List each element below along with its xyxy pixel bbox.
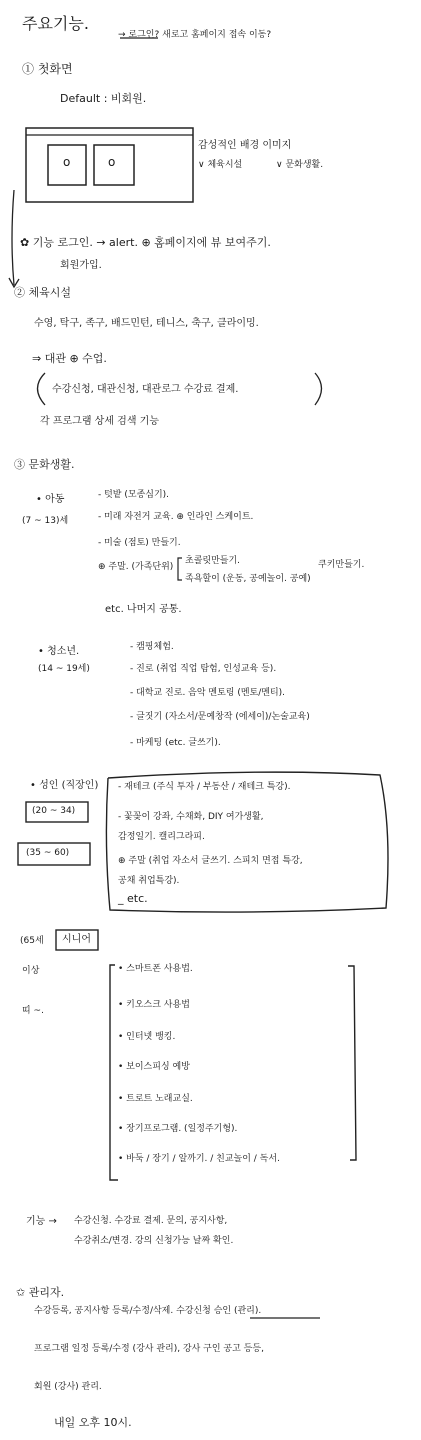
bg-option-sports: ∨ 체육시설 [198,160,243,170]
window-icon-left: o [63,155,71,169]
adult-age-range: (20 ~ 34) [32,806,76,816]
kids-item: ⊕ 주말. (가족단위) [98,562,174,572]
features-line1: 수강신청. 수강료 결제. 문의, 공지사항, [74,1216,228,1226]
weekend-bracket [178,558,182,580]
features-label: 기능 → [26,1216,57,1227]
adult-item: 공채 취업특강). [118,876,180,886]
adult-age-range: (35 ~ 60) [26,848,70,858]
features-line2: 수강취소/변경. 강의 신청가능 날짜 확인. [74,1236,234,1246]
adult-item: ⊕ 주말 (취업 자소서 글쓰기. 스피치 면접 특강, [118,856,303,866]
admin-line: 회원 (강사) 관리. [34,1382,102,1392]
teen-label: • 청소년. [38,646,80,657]
section1-heading: ① 첫화면 [22,62,73,76]
admin-heading: ✩ 관리자. [16,1286,65,1299]
page-title: 주요기능. [22,14,89,33]
kids-item: - 텃밭 (모종심기). [98,490,170,500]
section2-heading: ② 체육시설 [14,286,72,299]
weekend-activity: 족욕할이 (운동, 공예놀이. 공예) [185,574,311,584]
login-line: ✿ 기능 로그인. → alert. ⊕ 홈페이지에 뷰 보여주기. [20,236,271,249]
weekend-activity: 쿠키만들기. [318,560,365,570]
rental-class-line: ⇒ 대관 ⊕ 수업. [32,352,107,365]
senior-item: • 보이스피싱 예방 [118,1062,190,1072]
adult-item: _ etc. [118,892,148,905]
senior-bracket-right [348,966,356,1160]
flow-arrow-line [12,190,14,285]
senior-mark: (65세 [20,936,44,946]
adult-item: - 꽃꽂이 강좌, 수채화, DIY 여가생활, [118,812,264,822]
senior-label: 시니어 [62,934,91,945]
search-feature: 각 프로그램 상세 검색 기능 [40,416,159,427]
top-note: → 로그인? 새로고 홈페이지 접속 이동? [118,30,272,40]
window-icon-right: o [108,155,116,169]
bracket-left [38,373,46,405]
kids-item: - 미래 자전거 교육. ⊕ 인라인 스케이트. [98,512,254,522]
kids-label: • 아동 [36,494,65,505]
section3-heading: ③ 문화생활. [14,458,75,471]
teen-item: - 대학교 진로. 음악 멘토링 (멘토/멘티). [130,688,286,698]
senior-item: • 장기프로그램. (일정주기형). [118,1124,238,1134]
bg-note: 감성적인 배경 이미지 [198,140,292,151]
bg-option-culture: ∨ 문화생활. [276,160,324,170]
weekend-activity: 초콜릿만들기. [185,556,241,566]
adult-item: 감정일기. 캘리그라피. [118,832,205,842]
teen-item: - 캠핑체험. [130,642,174,652]
default-note: Default : 비회원. [60,92,147,105]
kids-age: (7 ~ 13)세 [22,516,69,526]
senior-item: • 인터넷 뱅킹. [118,1032,176,1042]
senior-bracket-left [110,965,118,1180]
senior-item: • 바둑 / 장기 / 알까기. / 친교놀이 / 독서. [118,1154,280,1164]
adult-label: • 성인 (직장인) [30,780,99,791]
teen-age: (14 ~ 19세) [38,664,90,674]
sports-list: 수영, 탁구, 족구, 배드민턴, 테니스, 축구, 클라이밍. [34,318,259,329]
teen-item: - 글짓기 (자소서/문예창작 (에세이)/논술교육) [130,712,310,722]
teen-item: - 진로 (취업 직업 탐험, 인성교육 등). [130,664,277,674]
adult-item: - 재테크 (주식 투자 / 부동산 / 재테크 특강). [118,782,291,792]
signup-note: 회원가입. [60,260,102,271]
senior-sub: 띠 ~. [22,1006,44,1016]
admin-line: 수강등록, 공지사항 등록/수정/삭제. 수강신청 승인 (관리). [34,1306,262,1316]
senior-range: 이상 [22,966,40,976]
bracket-right [315,373,322,405]
teen-item: - 마케팅 (etc. 글쓰기). [130,738,221,748]
kids-item: - 미술 (점토) 만들기. [98,538,181,548]
deadline-note: 내일 오후 10시. [54,1416,132,1429]
bracket-line: 수강신청, 대관신청, 대관로그 수강료 결제. [52,384,239,395]
senior-item: • 스마트폰 사용법. [118,964,193,974]
senior-item: • 키오스크 사용법 [118,1000,190,1010]
senior-item: • 트로트 노래교실. [118,1094,193,1104]
kids-etc: etc. 나머지 공통. [105,604,182,615]
admin-line: 프로그램 일정 등록/수정 (강사 관리), 강사 구인 공고 등등, [34,1344,264,1354]
